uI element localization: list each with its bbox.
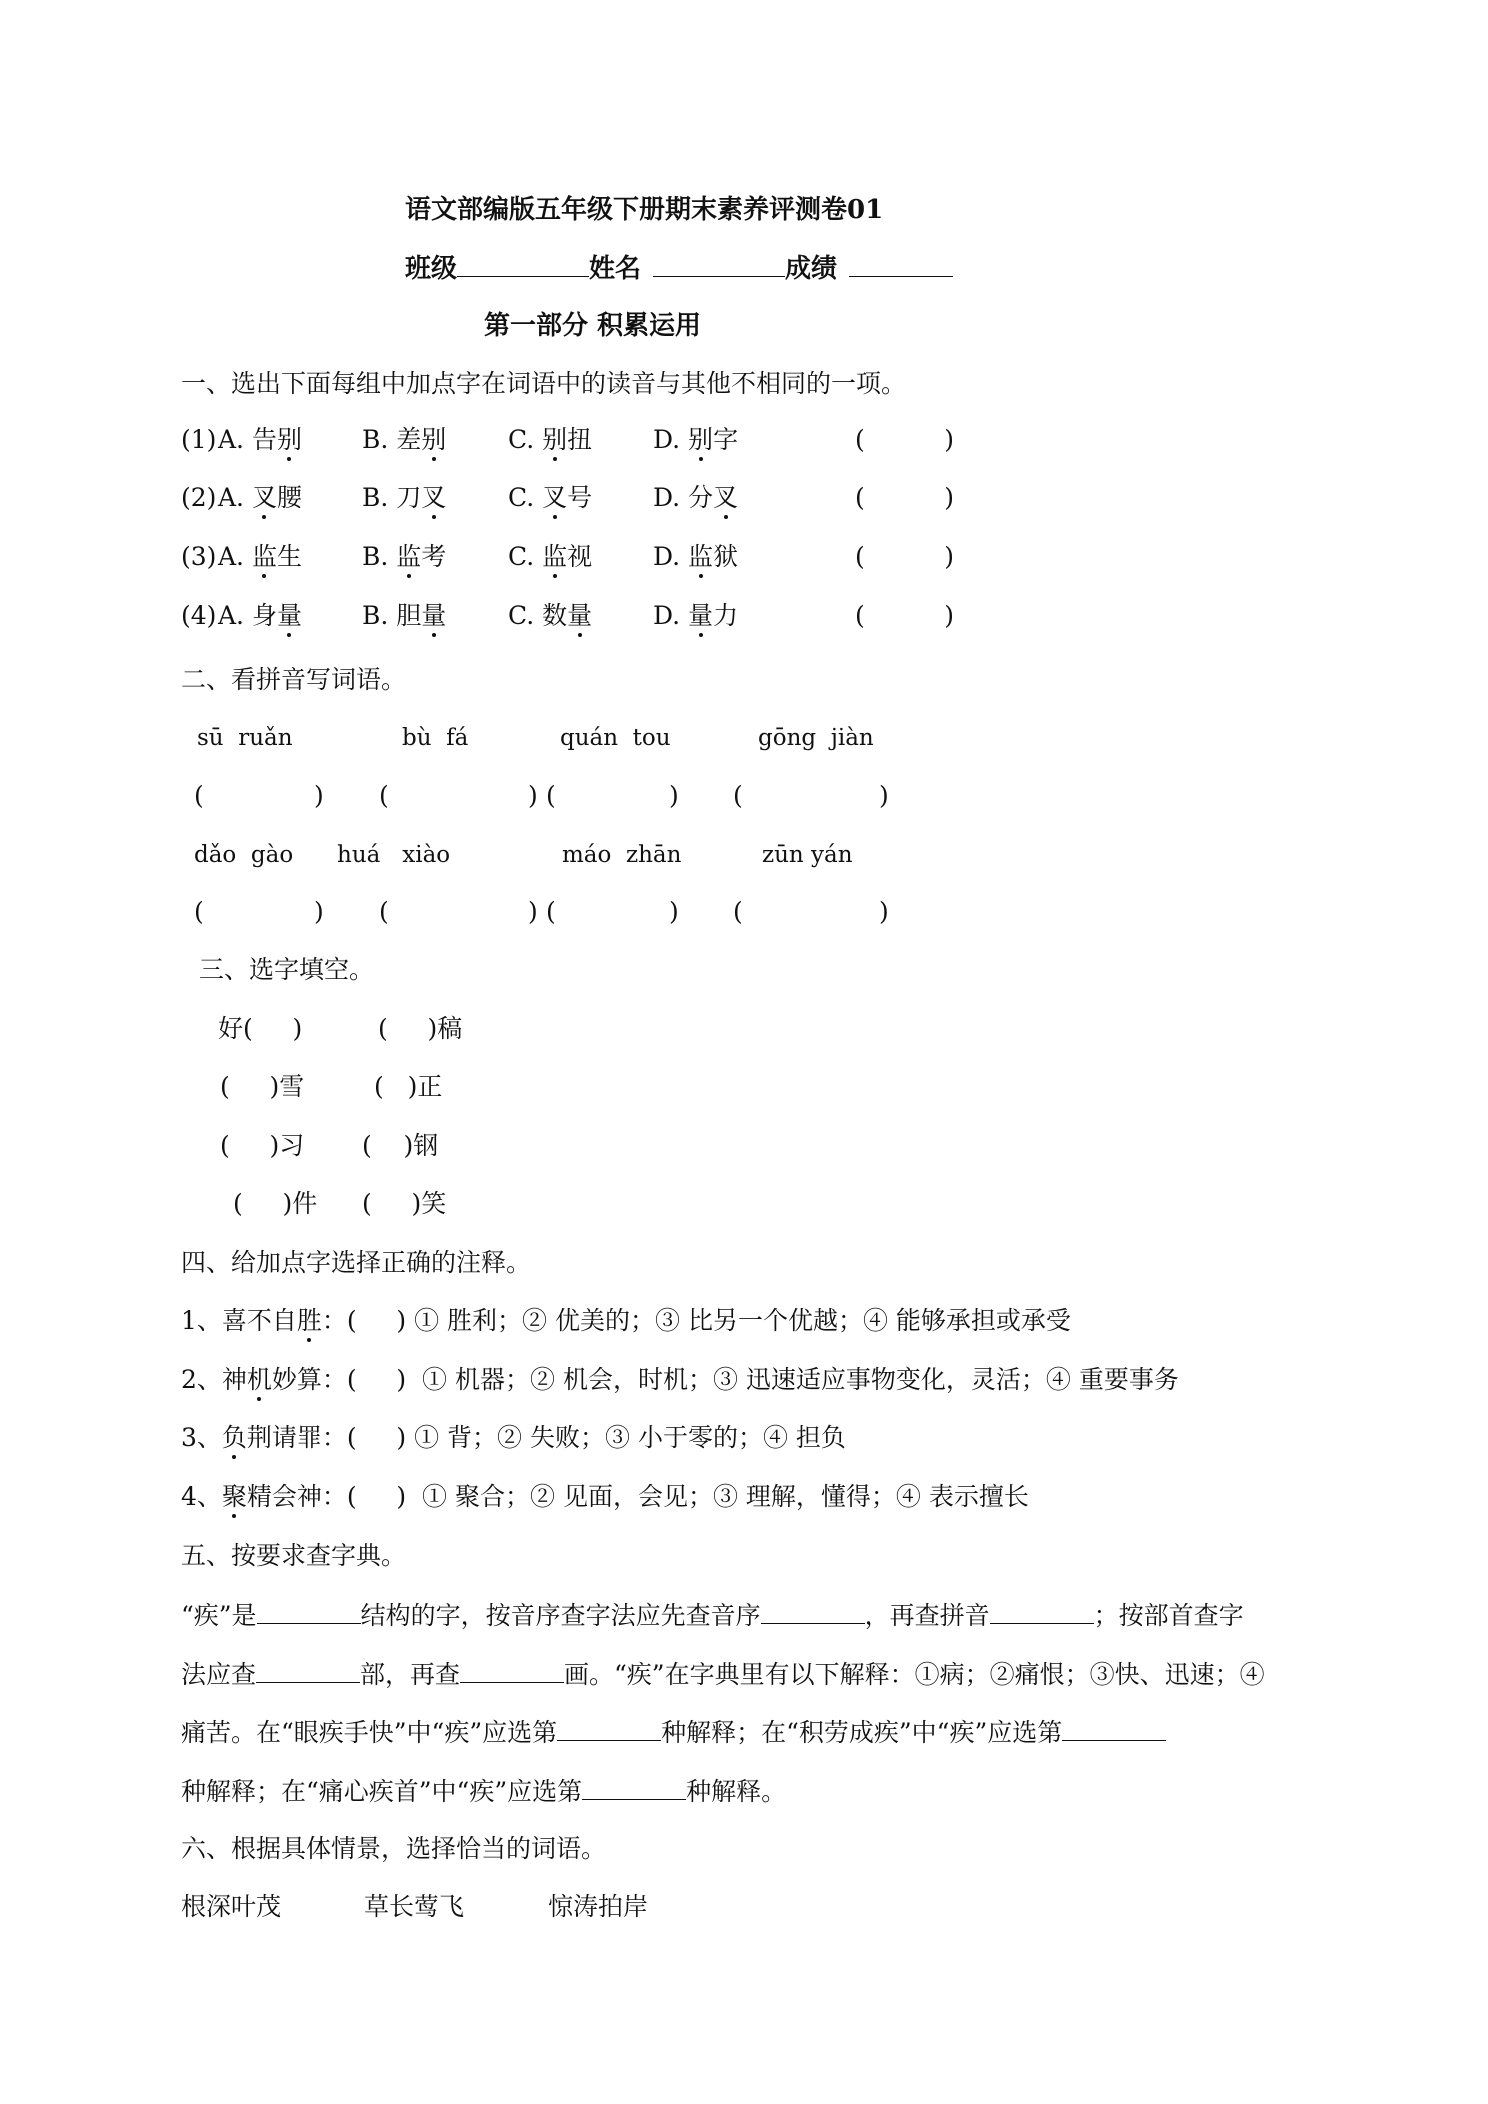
answer-paren-close: ): [669, 781, 679, 810]
pinyin: dǎo gào: [194, 842, 294, 868]
fill-item[interactable]: ( )笑: [362, 1189, 447, 1218]
score-blank[interactable]: [849, 254, 953, 277]
q5-heading: 五、按要求查字典。: [181, 1541, 407, 1570]
q1-option-b: B. 监考: [362, 542, 447, 571]
fill-blank[interactable]: [460, 1660, 564, 1683]
q1-option-c: C. 数量: [508, 601, 593, 630]
fill-item[interactable]: ( )件: [233, 1189, 318, 1218]
name-blank[interactable]: [653, 254, 785, 277]
answer-paren-close: ): [879, 781, 889, 810]
q5-line: “疾”是 结构的字，按音序查字法应先查音序 ，再查拼音 ；按部首查字: [181, 1601, 1244, 1630]
q1-row-number: (2): [181, 483, 217, 512]
answer-paren-open[interactable]: (: [379, 897, 389, 926]
q1-row-number: (3): [181, 542, 217, 571]
fill-blank[interactable]: [582, 1777, 686, 1800]
q1-option-c: C. 叉号: [508, 483, 593, 512]
student-info-line: [405, 254, 953, 282]
answer-paren-open[interactable]: (: [546, 781, 556, 810]
q1-option-b: B. 差别: [362, 425, 447, 454]
q1-heading: 一、选出下面每组中加点字在词语中的读音与其他不相同的一项。: [181, 369, 907, 398]
pinyin: quán tou: [560, 725, 671, 751]
answer-paren-close: ): [528, 781, 538, 810]
q1-row-number: (4): [181, 601, 217, 630]
q1-answer-paren[interactable]: ( ): [855, 425, 954, 454]
fill-blank[interactable]: [1062, 1718, 1166, 1741]
answer-paren-open[interactable]: (: [194, 897, 204, 926]
answer-paren-close: ): [314, 781, 324, 810]
pinyin: zūn yán: [762, 842, 853, 868]
q1-option-b: B. 胆量: [362, 601, 447, 630]
q1-option-a: A. 身量: [218, 601, 302, 630]
q1-option-a: A. 监生: [218, 542, 302, 571]
q4-item: 4、聚精会神：( ) ① 聚合；② 见面，会见；③ 理解，懂得；④ 表示擅长: [181, 1482, 1029, 1511]
name-label: 姓名: [589, 254, 642, 284]
q1-row-number: (1): [181, 425, 217, 454]
fill-item[interactable]: ( )钢: [362, 1131, 439, 1160]
fill-item[interactable]: ( )稿: [378, 1014, 463, 1043]
fill-blank[interactable]: [257, 1601, 361, 1624]
q1-answer-paren[interactable]: ( ): [855, 542, 954, 571]
word-option: 根深叶茂: [181, 1892, 282, 1921]
answer-paren-open[interactable]: (: [379, 781, 389, 810]
q3-heading: 三、选字填空。: [199, 955, 375, 984]
document-title: 语文部编版五年级下册期末素养评测卷01: [405, 195, 884, 225]
fill-blank[interactable]: [761, 1601, 865, 1624]
q1-option-a: A. 叉腰: [218, 483, 302, 512]
q4-item: 2、神机妙算：( ) ① 机器；② 机会，时机；③ 迅速适应事物变化，灵活；④ 重要事务: [181, 1365, 1179, 1394]
fill-item[interactable]: ( )习: [220, 1131, 305, 1160]
q1-option-d: D. 别字: [653, 425, 739, 454]
class-label: 班级: [405, 254, 458, 284]
q4-item: 3、负荆请罪：( ) ① 背；② 失败；③ 小于零的；④ 担负: [181, 1423, 846, 1452]
answer-paren-open[interactable]: (: [194, 781, 204, 810]
part-title: 第一部分 积累运用: [484, 311, 702, 341]
q1-option-c: C. 别扭: [508, 425, 593, 454]
answer-paren-open[interactable]: (: [733, 897, 743, 926]
pinyin: huá xiào: [337, 842, 451, 868]
pinyin: sū ruǎn: [197, 725, 293, 751]
q2-heading: 二、看拼音写词语。: [181, 665, 407, 694]
q5-line: 种解释；在“痛心疾首”中“疾”应选第 种解释。: [181, 1777, 787, 1806]
answer-paren-open[interactable]: (: [546, 897, 556, 926]
q4-heading: 四、给加点字选择正确的注释。: [181, 1248, 532, 1277]
q1-answer-paren[interactable]: ( ): [855, 483, 954, 512]
q5-line: 法应查 部，再查 画。“疾”在字典里有以下解释：①病；②痛恨；③快、迅速；④: [181, 1660, 1265, 1689]
q4-item: 1、喜不自胜：( ) ① 胜利；② 优美的；③ 比另一个优越；④ 能够承担或承受: [181, 1306, 1071, 1335]
fill-item[interactable]: ( )雪: [220, 1072, 305, 1101]
q1-option-d: D. 量力: [653, 601, 739, 630]
fill-item[interactable]: ( )正: [374, 1072, 443, 1101]
q1-option-a: A. 告别: [218, 425, 302, 454]
word-option: 草长莺飞: [364, 1892, 465, 1921]
pinyin: máo zhān: [562, 842, 682, 868]
fill-item[interactable]: 好( ): [218, 1014, 303, 1043]
q1-option-c: C. 监视: [508, 542, 593, 571]
answer-paren-open[interactable]: (: [733, 781, 743, 810]
q5-line: 痛苦。在“眼疾手快”中“疾”应选第 种解释；在“积劳成疾”中“疾”应选第: [181, 1718, 1166, 1745]
q1-option-d: D. 监狱: [653, 542, 739, 571]
answer-paren-close: ): [528, 897, 538, 926]
q6-heading: 六、根据具体情景，选择恰当的词语。: [181, 1834, 607, 1863]
fill-blank[interactable]: [256, 1660, 360, 1683]
pinyin: gōng jiàn: [758, 725, 874, 751]
class-blank[interactable]: [457, 254, 589, 277]
answer-paren-close: ): [314, 897, 324, 926]
q1-answer-paren[interactable]: ( ): [855, 601, 954, 630]
score-label: 成绩: [785, 254, 838, 284]
answer-paren-close: ): [879, 897, 889, 926]
q1-option-b: B. 刀叉: [362, 483, 447, 512]
word-option: 惊涛拍岸: [548, 1892, 649, 1921]
answer-paren-close: ): [669, 897, 679, 926]
fill-blank[interactable]: [557, 1718, 661, 1741]
pinyin: bù fá: [402, 725, 469, 751]
fill-blank[interactable]: [990, 1601, 1094, 1624]
q1-option-d: D. 分叉: [653, 483, 739, 512]
